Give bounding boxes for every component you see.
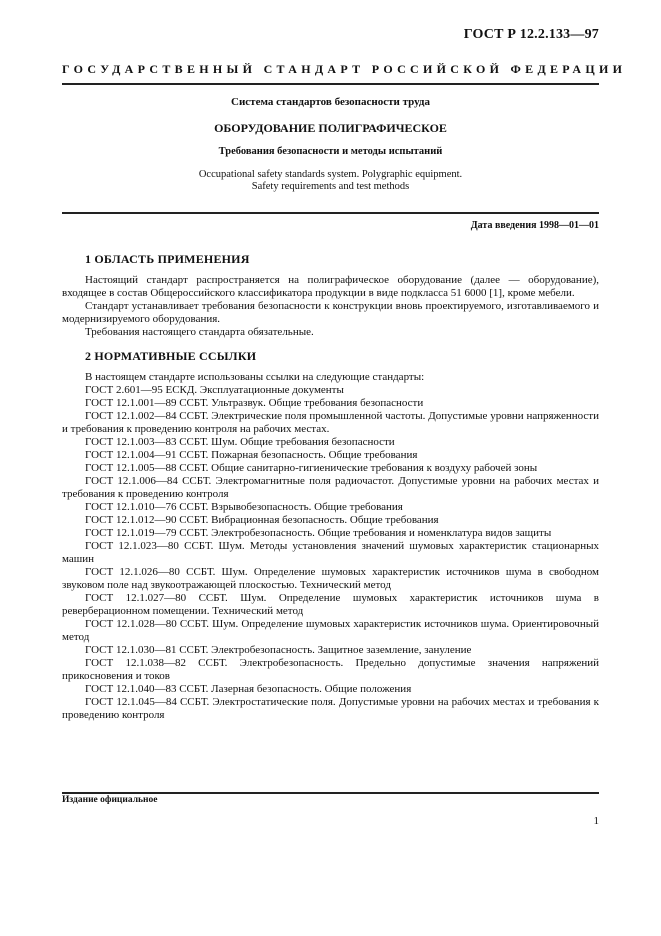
reference-item: ГОСТ 12.1.004—91 ССБТ. Пожарная безопасность. Общие требования — [85, 449, 418, 461]
english-title-line-1: Occupational safety standards system. Polygraphic equipment. — [198, 169, 463, 180]
section-1-paragraph: Настоящий стандарт распространяется на полиграфическое оборудование (далее — оборудование), входящее в состав Общероссийского классификатора продукции в виде подкласса 51 6000 [1], кроме мебели. — [62, 274, 599, 299]
section-1-paragraph: Требования настоящего стандарта обязательные. — [85, 326, 314, 338]
reference-item: ГОСТ 12.1.003—83 ССБТ. Шум. Общие требования безопасности — [85, 436, 395, 448]
section-1-heading: 1 ОБЛАСТЬ ПРИМЕНЕНИЯ — [85, 252, 250, 266]
page-number: 1 — [593, 815, 599, 827]
document-code: ГОСТ Р 12.2.133—97 — [463, 27, 599, 42]
reference-item: ГОСТ 12.1.010—76 ССБТ. Взрывобезопасность. Общие требования — [85, 501, 403, 513]
section-2-heading: 2 НОРМАТИВНЫЕ ССЫЛКИ — [85, 349, 257, 363]
reference-item: ГОСТ 12.1.027—80 ССБТ. Шум. Определение шумовых характеристик источников шума в реверберационном помещении. Технический метод — [62, 592, 599, 617]
official-edition-label: Издание официальное — [62, 795, 158, 805]
reference-item: ГОСТ 12.1.012—90 ССБТ. Вибрационная безопасность. Общие требования — [85, 514, 439, 526]
reference-item: ГОСТ 12.1.045—84 ССБТ. Электростатические поля. Допустимые уровни на рабочих местах и требования к проведению контроля — [62, 696, 599, 721]
reference-item: ГОСТ 2.601—95 ЕСКД. Эксплуатационные документы — [85, 384, 344, 396]
english-title-line-2: Safety requirements and test methods — [251, 181, 410, 192]
document-body — [62, 253, 599, 722]
reference-item: ГОСТ 12.1.019—79 ССБТ. Электробезопасность. Общие требования и номенклатура видов защиты — [85, 527, 552, 539]
state-standard-title: ГОСУДАРСТВЕННЫЙ СТАНДАРТ РОССИЙСКОЙ ФЕДЕРАЦИИ — [62, 62, 627, 76]
title-divider — [62, 212, 599, 214]
english-title — [62, 169, 599, 193]
equipment-title: ОБОРУДОВАНИЕ ПОЛИГРАФИЧЕСКОЕ — [214, 121, 447, 135]
reference-item: ГОСТ 12.1.038—82 ССБТ. Электробезопасность. Предельно допустимые значения напряжений прикосновения и токов — [62, 657, 599, 682]
top-divider — [62, 83, 599, 85]
system-title: Система стандартов безопасности труда — [231, 96, 430, 108]
reference-item: ГОСТ 12.1.026—80 ССБТ. Шум. Определение шумовых характеристик источников шума в свободном звуковом поле над звукоотражающей плоскостью. Технический метод — [62, 566, 599, 591]
reference-item: ГОСТ 12.1.001—89 ССБТ. Ультразвук. Общие требования безопасности — [85, 397, 424, 409]
introduction-date: Дата введения 1998—01—01 — [470, 220, 599, 231]
section-1-paragraph: Стандарт устанавливает требования безопасности к конструкции вновь проектируемого, изготавливаемого и модернизируемого оборудования. — [62, 300, 599, 325]
reference-item: ГОСТ 12.1.028—80 ССБТ. Шум. Определение шумовых характеристик источников шума. Ориентировочный метод — [62, 618, 599, 643]
reference-item: ГОСТ 12.1.005—88 ССБТ. Общие санитарно-гигиенические требования к воздуху рабочей зоны — [85, 462, 538, 474]
reference-item: ГОСТ 12.1.006—84 ССБТ. Электромагнитные поля радиочастот. Допустимые уровни на рабочих местах и требования к проведению контроля — [62, 475, 599, 500]
footer-divider — [62, 792, 599, 794]
requirements-title: Требования безопасности и методы испытаний — [218, 146, 443, 157]
section-2-intro: В настоящем стандарте использованы ссылки на следующие стандарты: — [85, 371, 425, 383]
reference-item: ГОСТ 12.1.030—81 ССБТ. Электробезопасность. Защитное заземление, зануление — [85, 644, 472, 656]
reference-item: ГОСТ 12.1.040—83 ССБТ. Лазерная безопасность. Общие положения — [85, 683, 412, 695]
reference-item: ГОСТ 12.1.002—84 ССБТ. Электрические поля промышленной частоты. Допустимые уровни напряженности и требования к проведению контроля на рабочих местах. — [62, 410, 599, 435]
reference-item: ГОСТ 12.1.023—80 ССБТ. Шум. Методы установления значений шумовых характеристик стационарных машин — [62, 540, 599, 565]
